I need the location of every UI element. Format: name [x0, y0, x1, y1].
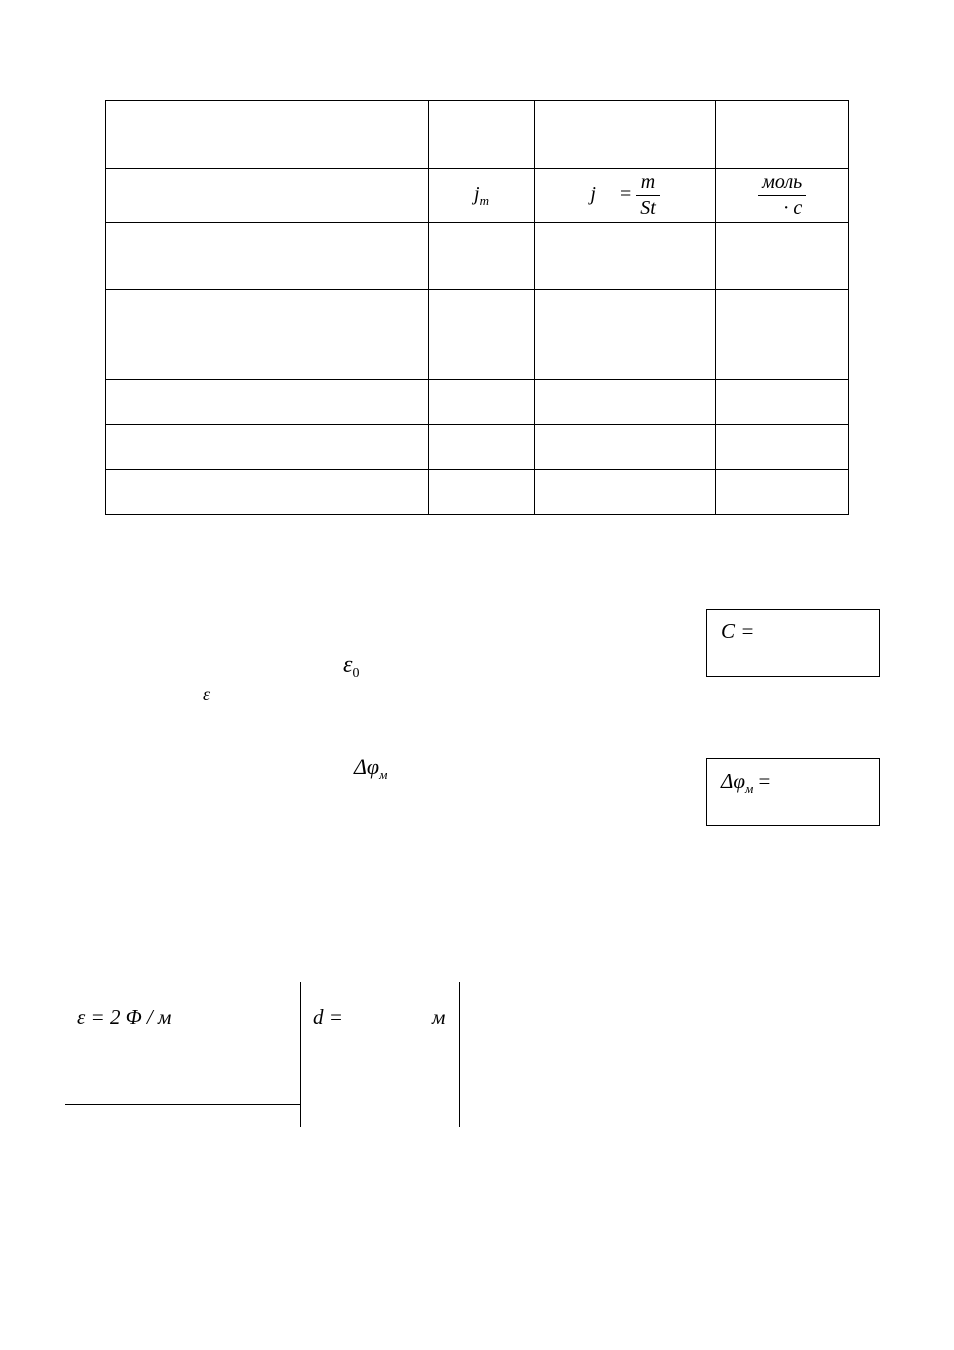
table-cell [716, 223, 849, 290]
equals-sign: = [619, 183, 632, 206]
table-row [106, 101, 849, 169]
table-cell [716, 101, 849, 169]
delta-phi-answer-label [721, 769, 770, 797]
delta-phi-answer-subscript: м [744, 781, 754, 796]
table-row [106, 290, 849, 380]
divider-vertical-left [300, 982, 301, 1127]
epsilon-symbol: ε [203, 684, 211, 704]
delta-phi-base: Δφ [354, 754, 380, 779]
d-label: d = [313, 1005, 343, 1029]
table-cell-j-formula [534, 169, 716, 223]
delta-phi-answer-base: Δφ [721, 769, 745, 793]
delta-phi-symbol [354, 754, 387, 783]
table-row [106, 425, 849, 470]
table-cell [534, 101, 716, 169]
table-row [106, 380, 849, 425]
unit-numerator: моль [762, 171, 803, 193]
table-cell [716, 425, 849, 470]
jm-symbol: j [474, 182, 480, 205]
divider-horizontal [65, 1104, 301, 1105]
table-cell [429, 223, 534, 290]
c-answer-label: C = [721, 619, 755, 643]
epsilon-zero-symbol [343, 652, 359, 682]
d-unit: м [432, 1005, 446, 1029]
table-cell [716, 470, 849, 515]
j-symbol: j [590, 183, 596, 206]
table-cell [534, 223, 716, 290]
table-cell [716, 380, 849, 425]
table-cell [106, 290, 429, 380]
table-cell [429, 425, 534, 470]
table-cell [429, 290, 534, 380]
table-cell [716, 290, 849, 380]
table-cell [534, 470, 716, 515]
divider-vertical-right [459, 982, 460, 1127]
table-cell [106, 169, 429, 223]
j-numerator: m [640, 171, 656, 193]
table-cell [429, 470, 534, 515]
delta-phi-answer-equals: = [758, 769, 771, 793]
table-row [106, 223, 849, 290]
epsilon-formula: ε = 2 Φ / м [77, 1005, 172, 1029]
j-denominator: St [636, 195, 660, 220]
table-cell-jm [429, 169, 534, 223]
epsilon-zero-base: ε [343, 652, 353, 678]
table-cell [106, 425, 429, 470]
unit-denominator: · с [758, 195, 806, 220]
table-cell [534, 425, 716, 470]
table-row-formulas [106, 169, 849, 223]
data-table [105, 100, 849, 515]
c-answer-box[interactable] [706, 609, 880, 677]
table-cell [106, 223, 429, 290]
table-cell-unit [716, 169, 849, 223]
table-cell [534, 290, 716, 380]
table-cell [429, 101, 534, 169]
table-cell [106, 380, 429, 425]
table-cell [429, 380, 534, 425]
table-cell [106, 101, 429, 169]
unit-fraction [758, 171, 806, 220]
table-row [106, 470, 849, 515]
table-cell [106, 470, 429, 515]
delta-phi-subscript: м [379, 767, 388, 782]
delta-phi-answer-box[interactable] [706, 758, 880, 826]
table-cell [534, 380, 716, 425]
epsilon-zero-subscript: 0 [352, 666, 360, 681]
j-fraction [636, 171, 660, 220]
jm-subscript: m [479, 192, 489, 208]
